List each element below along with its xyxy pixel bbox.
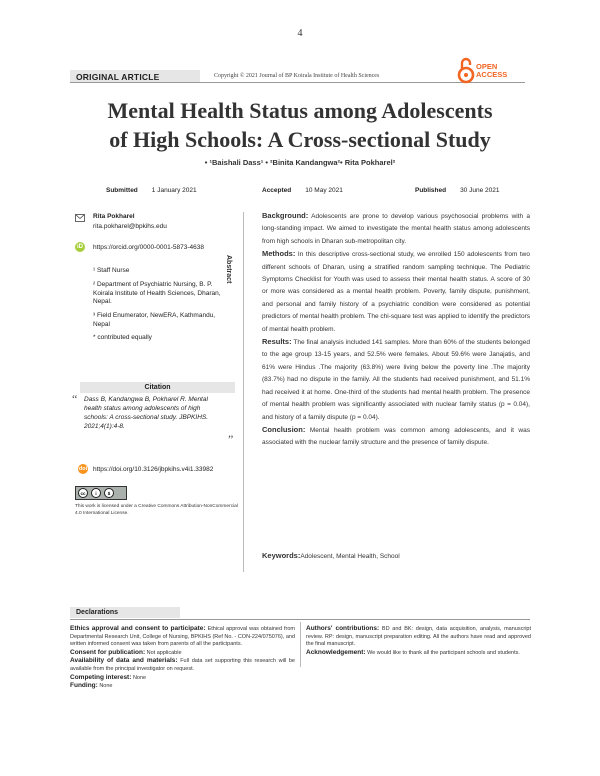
title-line-1: Mental Health Status among Adolescents: [107, 98, 493, 123]
submitted-label: Submitted: [106, 187, 138, 194]
ethics-label: Ethics approval and consent to participate:: [70, 625, 206, 632]
accepted-label: Accepted: [262, 187, 292, 194]
ack-item: [306, 649, 531, 658]
column-divider: [243, 212, 244, 572]
contrib-item: [306, 625, 531, 649]
keywords-label: Keywords:: [262, 551, 301, 560]
funding-text: None: [99, 683, 113, 690]
consent-label: Consent for publication:: [70, 648, 146, 656]
declarations-left: [70, 625, 295, 691]
open-access-logo: [457, 56, 527, 86]
abstract-background: [262, 210, 530, 248]
availability-text: Full data set supporting this research will be available from the principal investigator on request.: [70, 658, 295, 672]
article-type-badge: ORIGINAL ARTICLE: [70, 70, 200, 83]
contrib-text: BD and BK: design, data acquisition, analysis, manuscript review. RP: design, manuscript preparation editing. All the authors have read and approved the final manuscript.: [306, 626, 531, 648]
open-access-word-2: ACCESS: [476, 70, 508, 79]
title-line-2: of High Schools: A Cross-sectional Study: [109, 127, 491, 152]
doi-icon: doi: [78, 466, 88, 472]
ethics-text: Ethical approval was obtained from Departmental Research Unit, College of Nursing, BPKIHS (Ref No. - CON-224/075076), and written informed consent was taken from parents of all the participants.: [70, 626, 296, 648]
ethics-item: [70, 625, 295, 649]
orcid-link[interactable]: https://orcid.org/0000-0001-5873-4638: [93, 244, 204, 251]
competing-label: Competing interest:: [70, 673, 132, 681]
ack-label: Acknowledgement:: [306, 648, 366, 656]
orcid-icon: iD: [77, 244, 83, 250]
citation-box: [72, 382, 235, 452]
page-number: 4: [297, 28, 303, 39]
declarations-column-divider: [300, 622, 301, 667]
affiliation-1: ¹ Staff Nurse: [93, 267, 130, 274]
open-lock-icon: [457, 56, 475, 84]
doi-link[interactable]: https://doi.org/10.3126/jbpkihs.v4i1.33982: [93, 466, 214, 473]
contact-name: Rita Pokharel: [93, 213, 135, 220]
abstract-label: Abstract: [225, 255, 232, 284]
license-text: This work is licensed under a Creative Commons Attribution-NonCommercial 4.0 International License.: [75, 504, 238, 516]
abstract-body: [262, 210, 530, 450]
quote-open-icon: “: [72, 392, 78, 406]
availability-item: [70, 657, 295, 673]
affiliation-2: ² Department of Psychiatric Nursing, B. P. Koirala Institute of Health Sciences, Dharan, Nepal.: [93, 281, 221, 305]
declarations-right: [306, 625, 531, 657]
by-icon: i: [91, 488, 101, 498]
affiliation-3: ³ Field Enumerator, NewERA, Kathmandu, Nepal: [93, 312, 216, 328]
citation-heading: Citation: [80, 382, 235, 393]
results-text: The final analysis included 141 samples. More than 60% of the students belonged to the age group 13-15 years, and 52.5% were females. About 59.6% were Janajatis, and 61% were Hindus .The majority (63.8%) were living below the poverty line .The majority (83.7%) had no dispute in the family. All the students had received punishment, and 51.1% had received it at home. One-third of the students had mental health problem. The presence of mental health problem was significantly associated with nuclear family status (p = 0.04), and history of a family dispute (p = 0.04).: [262, 339, 530, 421]
contrib-label: Authors' contributions:: [306, 625, 380, 632]
competing-item: [70, 674, 295, 683]
article-title: [70, 96, 530, 154]
published-date: [415, 187, 499, 194]
funding-label: Funding:: [70, 682, 98, 690]
published-value: 30 June 2021: [460, 187, 500, 194]
keywords-text: Adolescent, Mental Health, School: [300, 553, 400, 560]
methods-label: Methods:: [262, 249, 296, 259]
abstract-side-label: [225, 215, 252, 284]
author-list: • ¹Baishali Dass¹ • ²Binita Kandangwa²• Rita Pokharel²: [204, 158, 396, 167]
keywords-row: [262, 551, 400, 560]
abstract-methods: [262, 248, 530, 336]
consent-item: [70, 649, 295, 658]
background-text: Adolescents are prone to develop various psychosocial problems with a long-standing impact. We aimed to investigate the mental health status among adolescents from high schools in Dharan sub-metropolitan city.: [262, 213, 530, 245]
creative-commons-badge[interactable]: [75, 486, 127, 500]
background-label: Background:: [262, 211, 309, 220]
consent-text: Not applicable: [146, 649, 182, 656]
nc-icon: $: [104, 488, 114, 498]
conclusion-text: Mental health problem was common among adolescents, and it was associated with the nuclear family structure and the presence of family dispute.: [262, 426, 530, 447]
competing-text: None: [132, 674, 147, 681]
contact-email[interactable]: rita.pokharel@bpkihs.edu: [93, 223, 167, 230]
cc-icon: cc: [78, 488, 88, 498]
declarations-divider: [70, 619, 530, 620]
ack-text: We would like to thank all the participant schools and students.: [367, 649, 520, 656]
availability-label: Availability of data and materials:: [70, 657, 178, 665]
email-icon: [75, 214, 85, 222]
conclusion-label: Conclusion:: [262, 424, 306, 434]
methods-text: In this descriptive cross-sectional study, we enrolled 150 adolescents from two different schools of Dharan, using a stratified random sampling technique. The Pediatric Symptoms Checklist for Youth was used to assess their mental health status. A score of 30 or more was considered as a mental health problem. Poverty, family dispute, punishment, and personal and family history of a psychiatric condition were considered as potential predictors of mental health problem. The chi-square test was applied to identify the predictors of mental health problem.: [262, 251, 530, 333]
quote-close-icon: ”: [228, 432, 234, 446]
accepted-value: 10 May 2021: [305, 187, 343, 194]
submitted-value: 1 January 2021: [151, 187, 197, 194]
affiliation-note: * contributed equally: [93, 334, 152, 341]
citation-text: Dass B, Kandangwa B, Pokharel R. Mental health status among adolescents of high schools: A cross-sectional study. JBPKIHS. 2021;4(1):4-8.: [84, 396, 209, 430]
declarations-heading: Declarations: [70, 607, 180, 618]
published-label: Published: [415, 187, 447, 194]
abstract-conclusion: [262, 424, 530, 450]
abstract-results: [262, 336, 530, 424]
accepted-date: [262, 187, 343, 194]
submitted-date: [106, 187, 197, 194]
copyright-notice: Copyright © 2021 Journal of BP Koirala Institute of Health Sciences: [214, 73, 380, 79]
funding-item: [70, 682, 295, 691]
results-label: Results:: [262, 337, 292, 347]
open-access-word-1: OPEN: [476, 62, 498, 71]
